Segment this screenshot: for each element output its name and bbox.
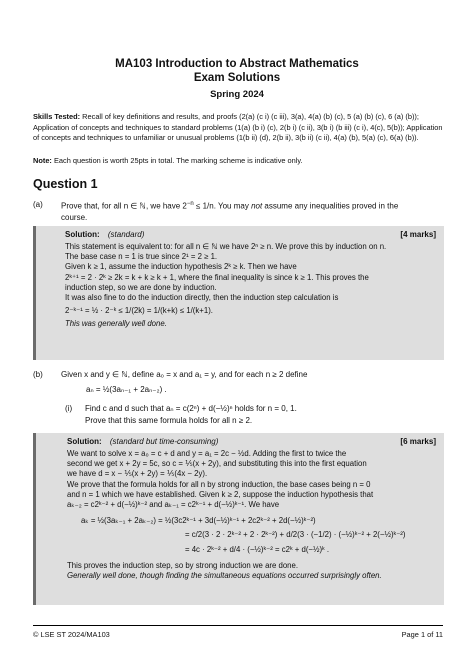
solution-box-b [33, 433, 444, 605]
solution-b-line-3: we have d = x − ⅕(x + 2y) = ⅕(4x − 2y). [67, 469, 208, 479]
solution-a-line-6: It was also fine to do the induction directly, then the induction step calculation is [65, 293, 339, 303]
part-b-letter: (b) [33, 370, 43, 379]
solution-header-b [67, 437, 436, 449]
solution-label-a: Solution: [65, 230, 100, 239]
solution-header-a [65, 230, 436, 242]
solution-b-comment: Generally well done, though finding the simultaneous equations occurred surprisingly often. [67, 571, 382, 581]
document-subtitle: Exam Solutions [193, 72, 281, 84]
solution-b-equation-2: = c/2(3 · 2 · 2ᵏ⁻² + 2 · 2ᵏ⁻²) + d/2(3 · (−1/2) · (−½)ᵏ⁻² + 2(−½)ᵏ⁻²) [185, 530, 406, 540]
note-text: Each question is worth 25pts in total. The marking scheme is indicative only. [53, 156, 303, 165]
solution-b-equation-1: aₖ = ½(3aₖ₋₁ + 2aₖ₋₂) = ½(3c2ᵏ⁻¹ + 3d(−½)ᵏ⁻¹ + 2c2ᵏ⁻² + 2d(−½)ᵏ⁻²) [81, 516, 316, 526]
part-a-letter: (a) [33, 200, 43, 209]
skills-text: Recall of key definitions and results, and proofs (2(a) (c i) (c iii), 3(a), 4(a) (b) (c), 5 (a) (b) (c), 6 (a) (b)); Application of concepts and techniques to standard problems (1(a) (b i) (c), 2(b i) (c ii), 3(b i) (b iii) (c i), 4(c), 5(b)); Application of concepts and techniques to unfamiliar or unusual problems (1(b ii) (d), 2(b ii), 3(b ii) (c ii), 4(a) (b), 5(a) (c), 6(a) (b)). [33, 112, 443, 143]
solution-a-line-3: Given k ≥ 1, assume the induction hypothesis 2ᵏ ≥ k. Then we have [65, 262, 297, 272]
part-a-prompt-not: not [251, 201, 263, 211]
part-b-sub-i-label: (i) [65, 404, 73, 413]
skills-tested [33, 112, 445, 144]
marks-b: [6 marks] [400, 437, 436, 446]
title-block [0, 57, 474, 102]
solution-a-comment: This was generally well done. [65, 319, 167, 329]
question-heading: Question 1 [33, 177, 98, 191]
solution-b-line-5: and n = 1 which we have established. Given k ≥ 2, suppose the induction hypothesis that [67, 489, 374, 499]
solution-label-b: Solution: [67, 437, 102, 446]
part-a-prompt-4: course. [61, 212, 88, 222]
footer-rule [33, 625, 443, 626]
solution-a-line-4: 2ᵏ⁺¹ = 2 · 2ᵏ ≥ 2k = k + k ≥ k + 1, where the final inequality is since k ≥ 1. This proves the [65, 272, 369, 282]
solution-type-b: (standard but time-consuming) [109, 437, 219, 446]
footer-page-number: Page 1 of 11 [401, 630, 443, 639]
part-b-sub-i-line-1: Find c and d such that aₙ = c(2ⁿ) + d(−½)ⁿ holds for n = 0, 1. [85, 404, 297, 413]
part-b-recurrence: aₙ = ½(3aₙ₋₁ + 2aₙ₋₂) . [86, 385, 167, 394]
part-b-sub-i-line-2: Prove that this same formula holds for all n ≥ 2. [85, 416, 253, 425]
note-label: Note: [33, 156, 52, 165]
solution-b-closing: This proves the induction step, so by strong induction we are done. [67, 560, 299, 570]
part-a-prompt-sup: −n [186, 201, 194, 207]
part-a-prompt [61, 199, 445, 223]
part-a-prompt-1: Prove that, for all n ∈ ℕ, we have 2 [61, 201, 187, 211]
solution-b-equation-3: = 4c · 2ᵏ⁻² + d/4 · (−½)ᵏ⁻² = c2ᵏ + d(−½)ᵏ . [185, 544, 330, 554]
footer-copyright: © LSE ST 2024/MA103 [33, 630, 110, 639]
solution-box-a [33, 226, 444, 360]
note [33, 156, 445, 167]
solution-a-line-5: induction step, so we are done by induction. [65, 282, 217, 292]
part-b-prompt: Given x and y ∈ ℕ, define a₀ = x and a₁ = y, and for each n ≥ 2 define [61, 370, 308, 379]
document-title: MA103 Introduction to Abstract Mathematics [115, 58, 359, 70]
solution-b-line-1: We want to solve x = a₀ = c + d and y = a₁ = 2c − ½d. Adding the first to twice the [67, 449, 347, 458]
skills-label: Skills Tested: [33, 112, 81, 121]
solution-a-equation: 2⁻ᵏ⁻¹ = ½ · 2⁻ᵏ ≤ 1/(2k) = 1/(k+k) ≤ 1/(k+1). [65, 306, 213, 316]
document-term: Spring 2024 [210, 89, 264, 100]
solution-a-line-2: The base case n = 1 is true since 2¹ = 2 ≥ 1. [65, 252, 218, 262]
solution-b-line-6: aₖ₋₂ = c2ᵏ⁻² + d(−½)ᵏ⁻² and aₖ₋₁ = c2ᵏ⁻¹ + d(−½)ᵏ⁻¹. We have [67, 500, 280, 510]
solution-b-line-4: We prove that the formula holds for all n by strong induction, the base cases being n = 0 [67, 479, 371, 489]
solution-type-a: (standard) [107, 230, 145, 239]
solution-b-line-2: second we get x + 2y = 5c, so c = ⅕(x + 2y), and substituting this into the first equation [67, 459, 367, 469]
part-a-prompt-2: ≤ 1/n. You may [193, 201, 252, 211]
marks-a: [4 marks] [400, 230, 436, 239]
solution-a-line-1: This statement is equivalent to: for all n ∈ ℕ we have 2ⁿ ≥ n. We prove this by induction on n. [65, 242, 387, 251]
part-a-prompt-3: assume any inequalities proved in the [262, 201, 399, 211]
